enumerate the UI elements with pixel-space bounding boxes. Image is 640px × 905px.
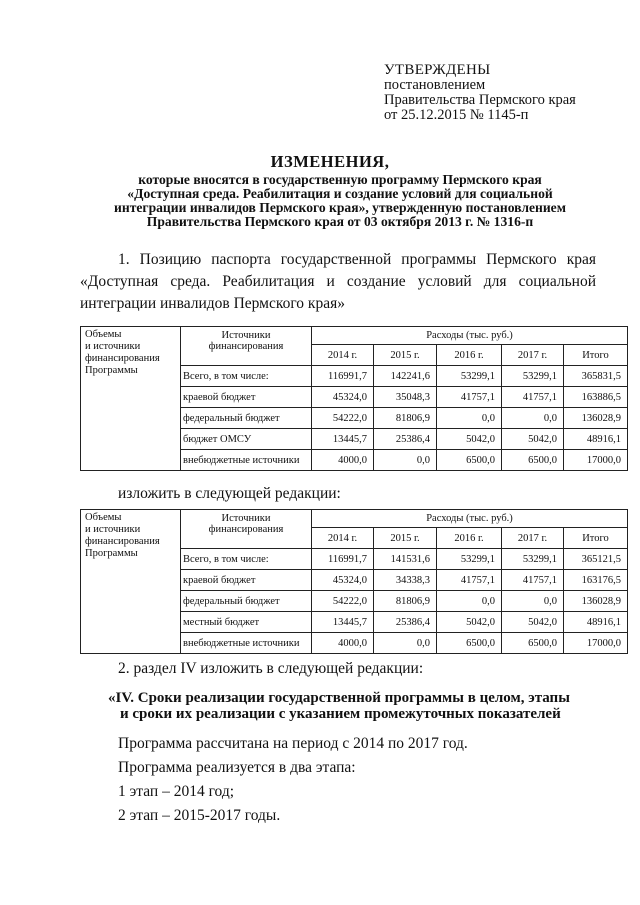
approval-line-4: от 25.12.2015 № 1145-п [384, 107, 529, 123]
body-paragraph: Программа рассчитана на период с 2014 по 2017 год. [118, 735, 468, 752]
cell: 17000,0 [564, 633, 628, 654]
expenses-header: Расходы (тыс. руб.) [312, 510, 628, 528]
subtitle-line-2: «Доступная среда. Реабилитация и создание условий для социальной [127, 186, 553, 201]
cell: 0,0 [502, 591, 564, 612]
row-label: федеральный бюджет [181, 591, 312, 612]
cell: 0,0 [502, 408, 564, 429]
cell: 48916,1 [564, 429, 628, 450]
cell: 81806,9 [374, 591, 437, 612]
caption-line: Программы [85, 548, 138, 559]
document-subtitle [60, 173, 620, 229]
total-header: Итого [564, 345, 628, 366]
item-1-line-1: 1. Позицию паспорта государственной программы Пермского края [118, 251, 596, 268]
year-header: 2016 г. [437, 345, 502, 366]
approval-block [384, 63, 576, 123]
cell: 0,0 [437, 591, 502, 612]
year-header: 2015 г. [374, 528, 437, 549]
section-heading-line-1: «IV. Сроки реализации государственной программы в целом, этапы [108, 690, 570, 706]
cell: 6500,0 [437, 450, 502, 471]
cell: 17000,0 [564, 450, 628, 471]
table-caption-cell [81, 510, 181, 654]
cell: 116991,7 [312, 366, 374, 387]
sources-header-line: Источники [221, 330, 271, 341]
cell: 25386,4 [374, 612, 437, 633]
cell: 13445,7 [312, 612, 374, 633]
body-paragraph: 2 этап – 2015-2017 годы. [118, 807, 281, 824]
year-header: 2017 г. [502, 345, 564, 366]
row-label: краевой бюджет [181, 387, 312, 408]
cell: 6500,0 [502, 633, 564, 654]
row-label: Всего, в том числе: [181, 366, 312, 387]
year-header: 2017 г. [502, 528, 564, 549]
body-paragraph: 1 этап – 2014 год; [118, 783, 235, 800]
cell: 0,0 [374, 450, 437, 471]
expenses-header: Расходы (тыс. руб.) [312, 327, 628, 345]
financing-table-new [80, 509, 628, 654]
cell: 141531,6 [374, 549, 437, 570]
approval-line-1: УТВЕРЖДЕНЫ [384, 62, 491, 78]
year-header: 2015 г. [374, 345, 437, 366]
cell: 81806,9 [374, 408, 437, 429]
lead-text: изложить в следующей редакции: [118, 485, 341, 502]
cell: 41757,1 [502, 570, 564, 591]
item-1-paragraph [80, 249, 596, 315]
document-title: ИЗМЕНЕНИЯ, [270, 152, 390, 171]
cell: 163176,5 [564, 570, 628, 591]
sources-header [181, 510, 312, 549]
cell: 41757,1 [502, 387, 564, 408]
cell: 4000,0 [312, 633, 374, 654]
item-2-text: 2. раздел IV изложить в следующей редакции: [118, 660, 424, 677]
approval-line-3: Правительства Пермского края [384, 92, 576, 108]
cell: 142241,6 [374, 366, 437, 387]
cell: 365121,5 [564, 549, 628, 570]
caption-line: и источники [85, 524, 141, 535]
cell: 34338,3 [374, 570, 437, 591]
cell: 365831,5 [564, 366, 628, 387]
caption-line: финансирования [85, 536, 160, 547]
body-paragraph: Программа реализуется в два этапа: [118, 759, 356, 776]
cell: 6500,0 [502, 450, 564, 471]
item-1-line-3: интеграции инвалидов Пермского края» [80, 295, 345, 312]
row-label: федеральный бюджет [181, 408, 312, 429]
cell: 41757,1 [437, 570, 502, 591]
cell: 35048,3 [374, 387, 437, 408]
cell: 0,0 [374, 633, 437, 654]
caption-line: и источники [85, 341, 141, 352]
cell: 5042,0 [437, 612, 502, 633]
cell: 53299,1 [502, 549, 564, 570]
cell: 54222,0 [312, 408, 374, 429]
cell: 53299,1 [502, 366, 564, 387]
subtitle-line-1: которые вносятся в государственную программу Пермского края [138, 172, 542, 187]
item-1-line-2: «Доступная среда. Реабилитация и создание условий для социальной [80, 273, 596, 290]
year-header: 2016 г. [437, 528, 502, 549]
section-heading [108, 690, 570, 722]
sources-header-line: финансирования [208, 524, 284, 535]
cell: 136028,9 [564, 591, 628, 612]
caption-line: финансирования [85, 353, 160, 364]
sources-header-line: финансирования [208, 341, 284, 352]
year-header: 2014 г. [312, 528, 374, 549]
cell: 4000,0 [312, 450, 374, 471]
approval-line-2: постановлением [384, 77, 486, 93]
cell: 136028,9 [564, 408, 628, 429]
cell: 53299,1 [437, 549, 502, 570]
cell: 0,0 [437, 408, 502, 429]
sources-header [181, 327, 312, 366]
year-header: 2014 г. [312, 345, 374, 366]
row-label: внебюджетные источники [181, 450, 312, 471]
cell: 25386,4 [374, 429, 437, 450]
caption-line: Объемы [85, 512, 122, 523]
caption-line: Программы [85, 365, 138, 376]
cell: 116991,7 [312, 549, 374, 570]
subtitle-line-3: интеграции инвалидов Пермского края», утвержденную постановлением [114, 200, 566, 215]
cell: 54222,0 [312, 591, 374, 612]
row-label: бюджет ОМСУ [181, 429, 312, 450]
cell: 45324,0 [312, 570, 374, 591]
table-caption-cell [81, 327, 181, 471]
financing-table-old [80, 326, 628, 471]
subtitle-line-4: Правительства Пермского края от 03 октября 2013 г. № 1316-п [146, 214, 534, 229]
cell: 163886,5 [564, 387, 628, 408]
cell: 5042,0 [502, 612, 564, 633]
section-heading-line-2: и сроки их реализации с указанием промежуточных показателей [120, 706, 561, 722]
row-label: внебюджетные источники [181, 633, 312, 654]
row-label: краевой бюджет [181, 570, 312, 591]
cell: 48916,1 [564, 612, 628, 633]
cell: 41757,1 [437, 387, 502, 408]
sources-header-line: Источники [221, 513, 271, 524]
caption-line: Объемы [85, 329, 122, 340]
cell: 13445,7 [312, 429, 374, 450]
cell: 53299,1 [437, 366, 502, 387]
total-header: Итого [564, 528, 628, 549]
row-label: местный бюджет [181, 612, 312, 633]
cell: 5042,0 [502, 429, 564, 450]
row-label: Всего, в том числе: [181, 549, 312, 570]
cell: 5042,0 [437, 429, 502, 450]
cell: 45324,0 [312, 387, 374, 408]
cell: 6500,0 [437, 633, 502, 654]
